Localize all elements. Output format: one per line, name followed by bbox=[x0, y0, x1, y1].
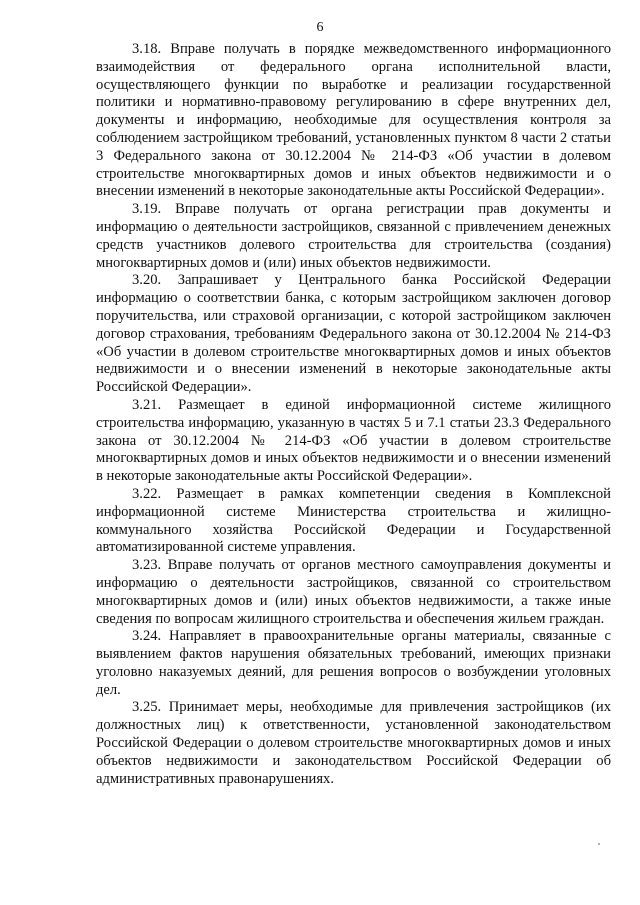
paragraph-3-24: 3.24. Направляет в правоохранительные органы материалы, связанные с выявлением фактов нарушения обязательных требований, имеющих признаки уголовно наказуемых деяний, для решения вопросов о возбуждении уголовных дел. bbox=[96, 628, 611, 698]
paragraph-3-22: 3.22. Размещает в рамках компетенции сведения в Комплексной информационной системе Министерства строительства и жилищно-коммунального хозяйства Российской Федерации и Государственной автоматизированной системе управления. bbox=[96, 485, 611, 556]
paragraph-3-25: 3.25. Принимает меры, необходимые для привлечения застройщиков (их должностных лиц) к ответственности, установленной законодательством Российской Федерации о долевом строительстве многоквартирных домов и иных объектов недвижимости и законодательством Российской Федерации об административных правонарушениях. bbox=[96, 699, 611, 787]
paragraph-3-21: 3.21. Размещает в единой информационной системе жилищного строительства информацию, указанную в частях 5 и 7.1 статьи 23.3 Федерального закона от 30.12.2004 № 214-ФЗ «Об участии в долевом строительстве многоквартирных домов и иных объектов недвижимости и о внесении изменений в некоторые законодательные акты Российской Федерации». bbox=[96, 396, 611, 485]
scan-speck bbox=[598, 843, 600, 845]
document-body bbox=[96, 41, 611, 788]
page-number: 6 bbox=[316, 20, 324, 35]
paragraph-3-18: 3.18. Вправе получать в порядке межведомственного информационного взаимодействия от федерального органа исполнительной власти, осуществляющего функции по выработке и реализации государственной политики и нормативно-правовому регулированию в сфере внутренних дел, документы и информацию, необходимые для осуществления контроля за соблюдением застройщиком требований, установленных пунктом 8 части 2 статьи 3 Федерального закона от 30.12.2004 № 214-ФЗ «Об участии в долевом строительстве многоквартирных домов и иных объектов недвижимости и о внесении изменений в некоторые законодательные акты Российской Федерации». bbox=[96, 41, 611, 200]
paragraph-3-20: 3.20. Запрашивает у Центрального банка Российской Федерации информацию о соответствии банка, с которым застройщиком заключен договор поручительства, или страховой организации, с которой застройщиком заключен договор страхования, требованиям Федерального закона от 30.12.2004 № 214-ФЗ «Об участии в долевом строительстве многоквартирных домов и иных объектов недвижимости и о внесении изменений в некоторые законодательные акты Российской Федерации». bbox=[96, 272, 611, 396]
paragraph-3-23: 3.23. Вправе получать от органов местного самоуправления документы и информацию о деятельности застройщиков, связанной со строительством многоквартирных домов и (или) иных объектов недвижимости, а также иные сведения по вопросам жилищного строительства и обеспечения жильем граждан. bbox=[96, 557, 611, 627]
paragraph-3-19: 3.19. Вправе получать от органа регистрации прав документы и информацию о деятельности застройщиков, связанной с привлечением денежных средств участников долевого строительства для строительства (создания) многоквартирных домов и (или) иных объектов недвижимости. bbox=[96, 201, 611, 271]
